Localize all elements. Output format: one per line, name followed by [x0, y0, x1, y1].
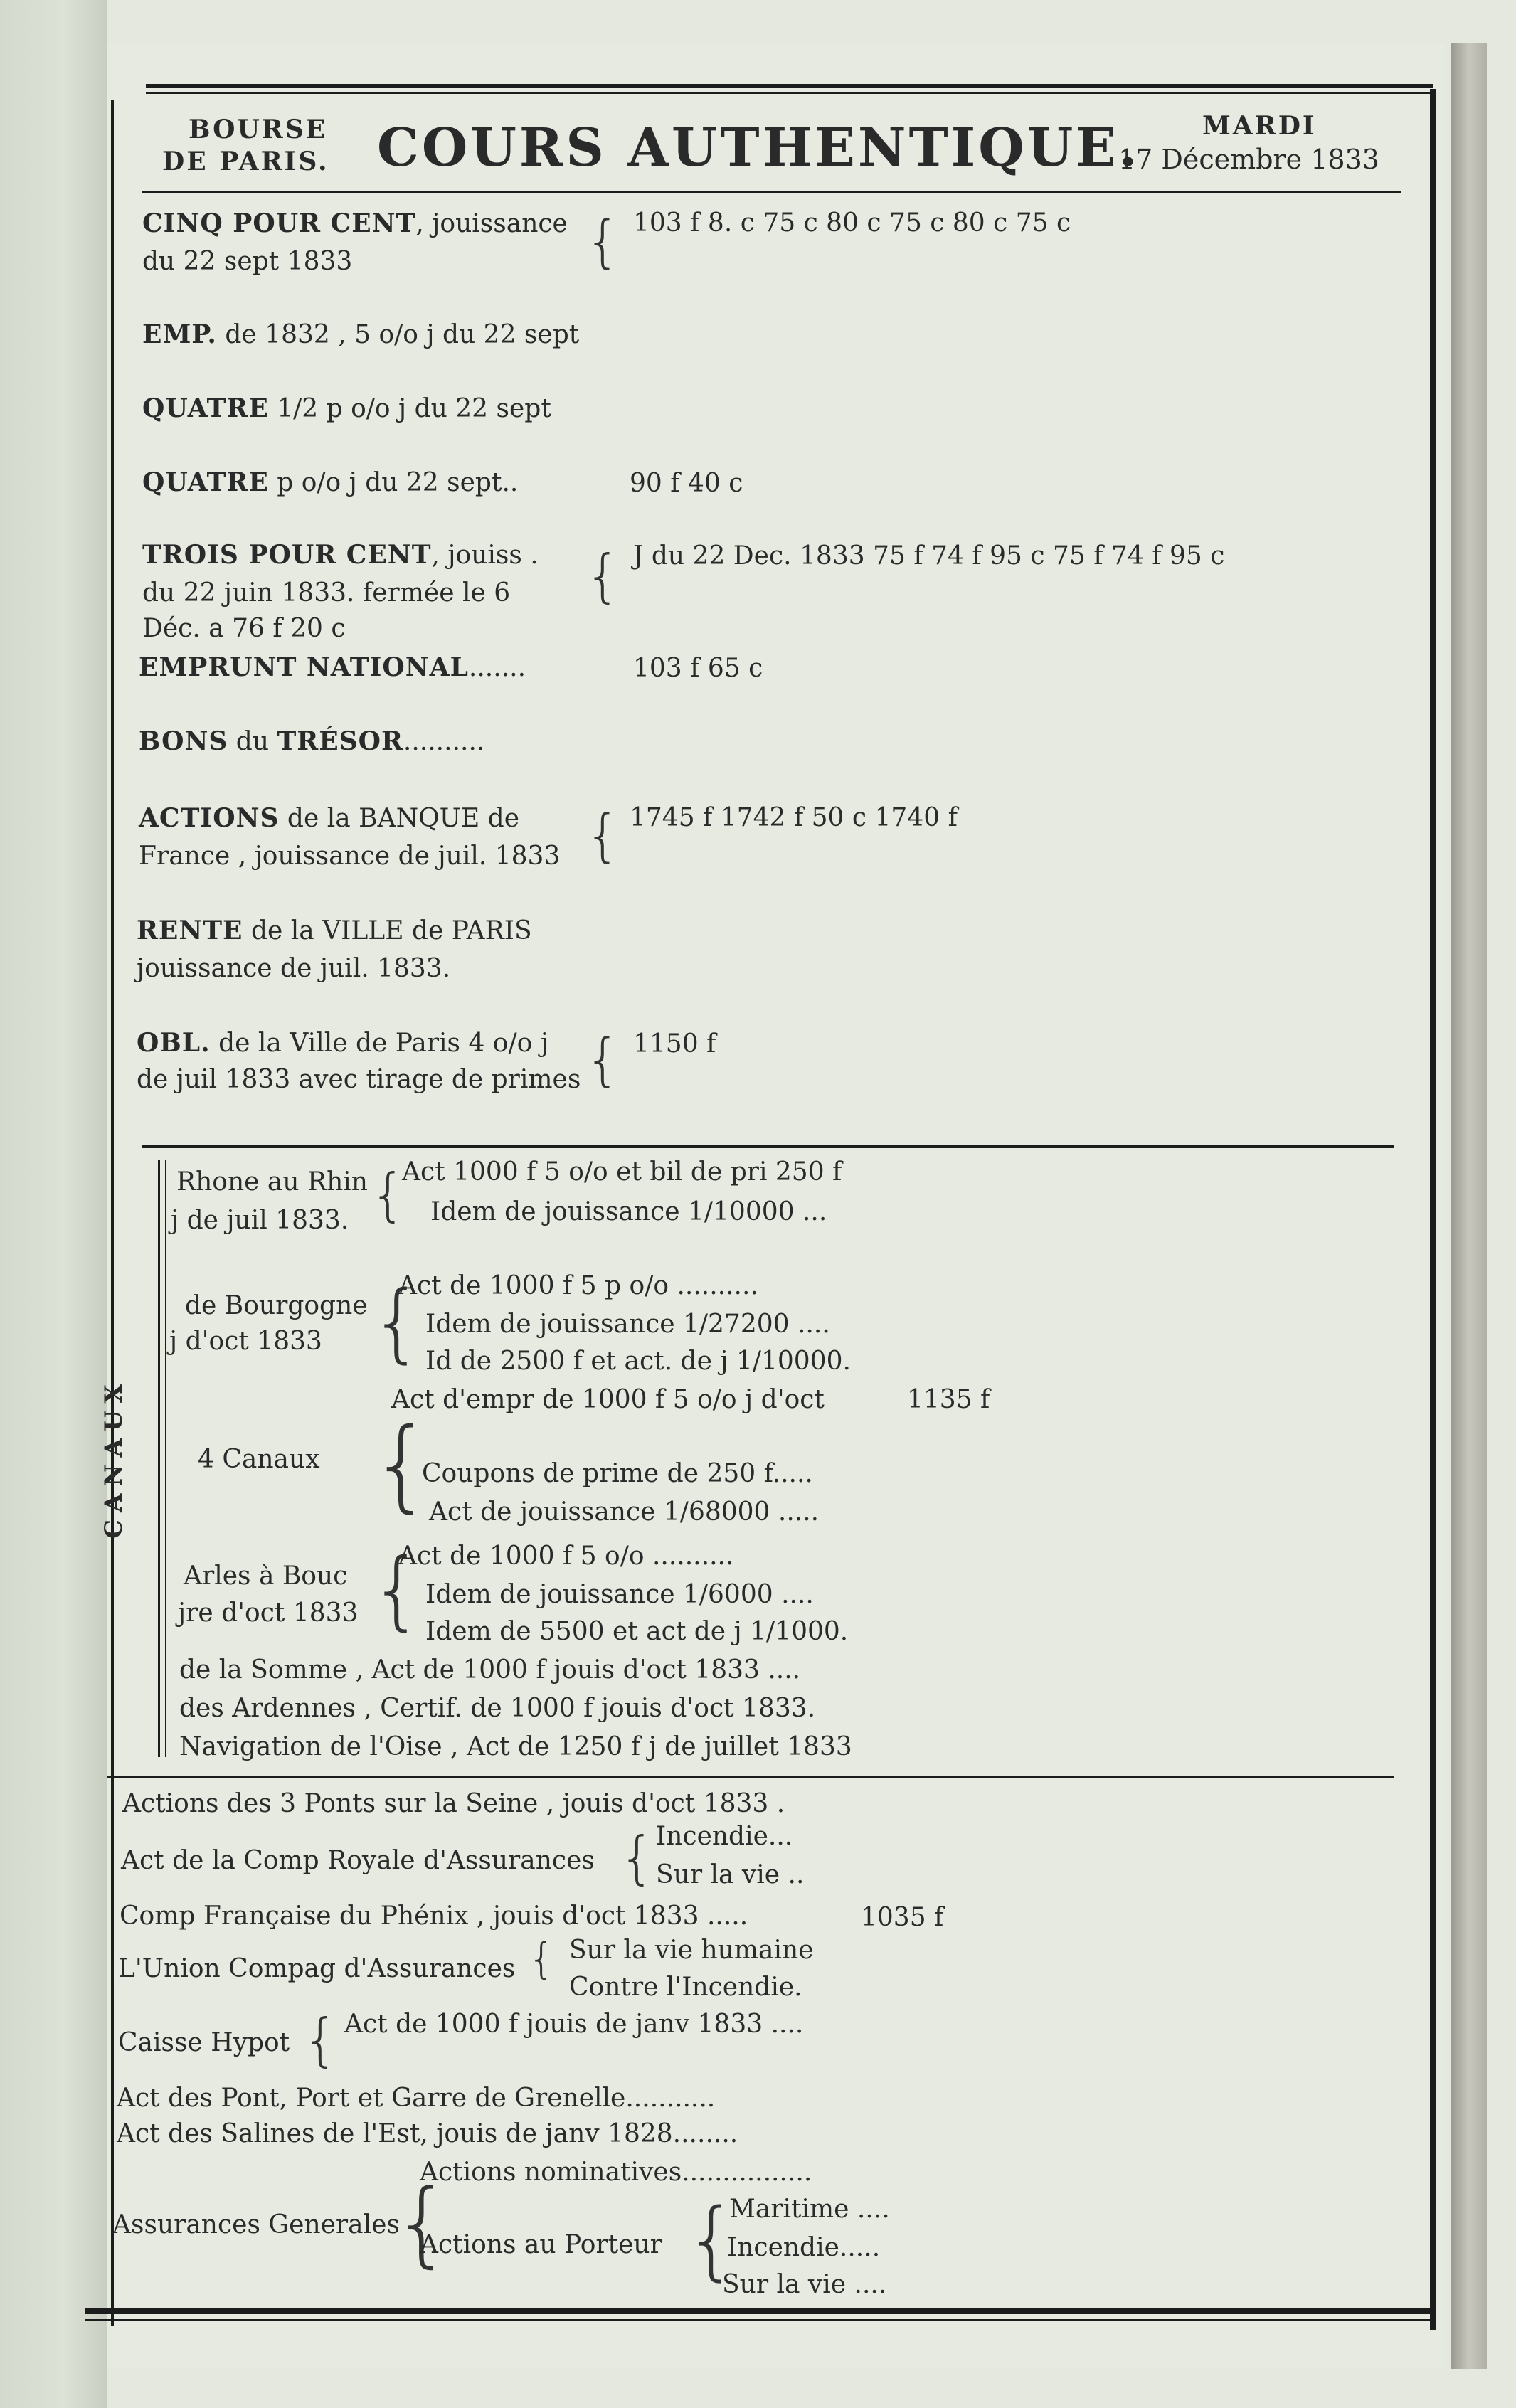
arles-line2: Idem de jouissance 1/6000 .... [425, 1580, 814, 1609]
ponts-row: Actions des 3 Ponts sur la Seine , jouis d'oct 1833 . [122, 1789, 785, 1818]
rente-2-name: EMP. [142, 319, 217, 349]
rente-10-name: OBL. [137, 1028, 211, 1058]
canaux-top-rule [142, 1145, 1394, 1148]
rente-9-name: RENTE [137, 916, 243, 945]
rente-5-prices: J du 22 Dec. 1833 75 f 74 f 95 c 75 f 74 f 95 c [633, 541, 1225, 571]
quatre-top: Act d'empr de 1000 f 5 o/o j d'oct [391, 1385, 825, 1414]
rente-8-rest: de la BANQUE de [279, 804, 520, 833]
rente-10-line2: de juil 1833 avec tirage de primes [137, 1065, 581, 1094]
quatre-top-price: 1135 f [907, 1385, 990, 1414]
rhone-name2: j de juil 1833. [171, 1206, 349, 1235]
brace-icon: { [585, 1027, 621, 1093]
bourgogne-name2: j d'oct 1833 [169, 1327, 322, 1356]
header-right-line1: MARDI [1202, 111, 1317, 141]
quatre-line1: Coupons de prime de 250 f..... [422, 1459, 813, 1488]
rente-4-rest: p o/o j du 22 sept.. [268, 468, 519, 497]
canal-somme: de la Somme , Act de 1000 f jouis d'oct 1833 .... [179, 1655, 801, 1685]
caisse-name: Caisse Hypot [118, 2028, 290, 2057]
rente-5-line2: du 22 juin 1833. fermée le 6 [142, 578, 511, 608]
rente-row-5 [142, 539, 539, 571]
rente-7-rest: du [228, 727, 277, 756]
bourgogne-line3: Id de 2500 f et act. de j 1/10000. [425, 1347, 851, 1376]
generales-maritime: Maritime .... [729, 2195, 890, 2224]
rente-3-name: QUATRE [142, 393, 269, 423]
rhone-line2: Idem de jouissance 1/10000 ... [430, 1197, 827, 1226]
rente-10-prices: 1150 f [633, 1029, 716, 1059]
rente-9-line2: jouissance de juil. 1833. [137, 954, 451, 983]
royale-line2: Sur la vie .. [656, 1860, 805, 1889]
brace-icon: { [585, 543, 621, 609]
bottom-border [85, 2308, 1430, 2314]
arles-line3: Idem de 5500 et act de j 1/1000. [425, 1617, 849, 1646]
brace-icon: { [393, 2169, 452, 2277]
rente-1-prices: 103 f 8. c 75 c 80 c 75 c 80 c 75 c [633, 208, 1071, 238]
brace-icon: { [528, 1934, 556, 1984]
header-left-line2: DE PARIS. [162, 147, 329, 176]
rhone-name1: Rhone au Rhin [176, 1167, 368, 1197]
rente-5-line3: Déc. a 76 f 20 c [142, 614, 346, 643]
brace-icon: { [370, 1162, 406, 1228]
union-line2: Contre l'Incendie. [569, 1973, 802, 2002]
brace-icon: { [302, 2007, 339, 2073]
rente-row-6 [139, 652, 526, 684]
generales-porteur: Actions au Porteur [420, 2230, 662, 2259]
phenix-row: Comp Française du Phénix , jouis d'oct 1833 ..... [120, 1902, 748, 1931]
rente-row-2 [142, 319, 579, 351]
canaux-label: CANAUX [100, 1377, 128, 1539]
phenix-price: 1035 f [861, 1903, 944, 1932]
rente-row-3 [142, 393, 551, 425]
rente-6-prices: 103 f 65 c [633, 654, 763, 683]
rente-6-name: EMPRUNT NATIONAL [139, 652, 469, 682]
rente-8-name: ACTIONS [139, 803, 280, 833]
rhone-line1: Act 1000 f 5 o/o et bil de pri 250 f [402, 1157, 842, 1187]
bourgogne-line1: Act de 1000 f 5 p o/o .......... [398, 1271, 758, 1300]
brace-icon: { [370, 1407, 434, 1523]
header-left-line1: BOURSE [189, 115, 328, 144]
rente-8-line2: France , jouissance de juil. 1833 [139, 842, 561, 871]
page-edge [1451, 43, 1487, 2369]
top-border-thin [146, 92, 1433, 94]
brace-icon: { [619, 1825, 655, 1891]
generales-name: Assurances Generales [112, 2210, 400, 2239]
canal-ardennes: des Ardennes , Certif. de 1000 f jouis d'oct 1833. [179, 1694, 816, 1723]
rente-4-prices: 90 f 40 c [630, 469, 743, 498]
union-line1: Sur la vie humaine [569, 1936, 814, 1965]
quatre-line2: Act de jouissance 1/68000 ..... [429, 1497, 820, 1527]
rente-1-rest: , jouissance [415, 209, 568, 238]
bottom-border-thin [85, 2319, 1430, 2321]
quatre-name: 4 Canaux [198, 1445, 320, 1474]
top-border [146, 84, 1433, 88]
canaux-inner-line [158, 1160, 160, 1757]
generales-incendie: Incendie..... [727, 2233, 881, 2262]
rente-7-rest2: .......... [403, 727, 485, 756]
generales-surlavie: Sur la vie .... [722, 2270, 887, 2299]
rente-row-10 [137, 1027, 548, 1059]
rente-6-rest: ....... [468, 653, 526, 682]
royale-name: Act de la Comp Royale d'Assurances [121, 1846, 595, 1875]
bourgogne-line2: Idem de jouissance 1/27200 .... [425, 1310, 830, 1339]
salines-row: Act des Salines de l'Est, jouis de janv 1828........ [117, 2119, 738, 2148]
rente-row-1 [142, 208, 568, 240]
caisse-line1: Act de 1000 f jouis de janv 1833 .... [344, 2010, 804, 2039]
page-title: COURS AUTHENTIQUE. [377, 117, 1140, 179]
header-rule [142, 191, 1401, 193]
brace-icon: { [585, 802, 621, 869]
rente-5-rest: , jouiss . [431, 541, 539, 570]
rente-row-8 [139, 802, 519, 834]
canaux-inner-line-2 [165, 1160, 166, 1757]
rente-10-rest: de la Ville de Paris 4 o/o j [210, 1029, 548, 1058]
brace-icon: { [370, 1273, 425, 1372]
rente-row-4 [142, 467, 518, 499]
rente-1-name: CINQ POUR CENT [142, 208, 416, 238]
rente-row-7 [139, 726, 484, 758]
bourgogne-name1: de Bourgogne [185, 1291, 368, 1320]
rente-3-rest: 1/2 p o/o j du 22 sept [268, 394, 551, 423]
rente-8-prices: 1745 f 1742 f 50 c 1740 f [630, 803, 958, 832]
grenelle-row: Act des Pont, Port et Garre de Grenelle........... [117, 2084, 716, 2113]
arles-line1: Act de 1000 f 5 o/o .......... [398, 1542, 734, 1571]
arles-name1: Arles à Bouc [184, 1561, 348, 1591]
rente-4-name: QUATRE [142, 467, 269, 497]
brace-icon: { [585, 208, 621, 275]
right-border [1430, 89, 1436, 2330]
generales-nominatives: Actions nominatives................ [420, 2158, 812, 2187]
rente-7-name2: TRÉSOR [277, 726, 403, 756]
rente-row-9 [137, 915, 532, 947]
canal-oise: Navigation de l'Oise , Act de 1250 f j de juillet 1833 [179, 1732, 852, 1761]
rente-5-name: TROIS POUR CENT [142, 540, 432, 570]
rente-1-line2: du 22 sept 1833 [142, 247, 353, 276]
rente-2-rest: de 1832 , 5 o/o j du 22 sept [216, 320, 580, 349]
canaux-bottom-rule [107, 1776, 1394, 1778]
rente-7-name: BONS [139, 726, 228, 756]
royale-line1: Incendie... [656, 1822, 793, 1851]
brace-icon: { [684, 2191, 739, 2290]
left-border [111, 100, 114, 2326]
arles-name2: jre d'oct 1833 [178, 1598, 359, 1628]
rente-9-rest: de la VILLE de PARIS [243, 916, 532, 945]
page-gutter [0, 0, 107, 2408]
union-name: L'Union Compag d'Assurances [118, 1954, 516, 1983]
header-date: 17 Décembre 1833 [1118, 144, 1379, 175]
brace-icon: { [370, 1541, 425, 1640]
